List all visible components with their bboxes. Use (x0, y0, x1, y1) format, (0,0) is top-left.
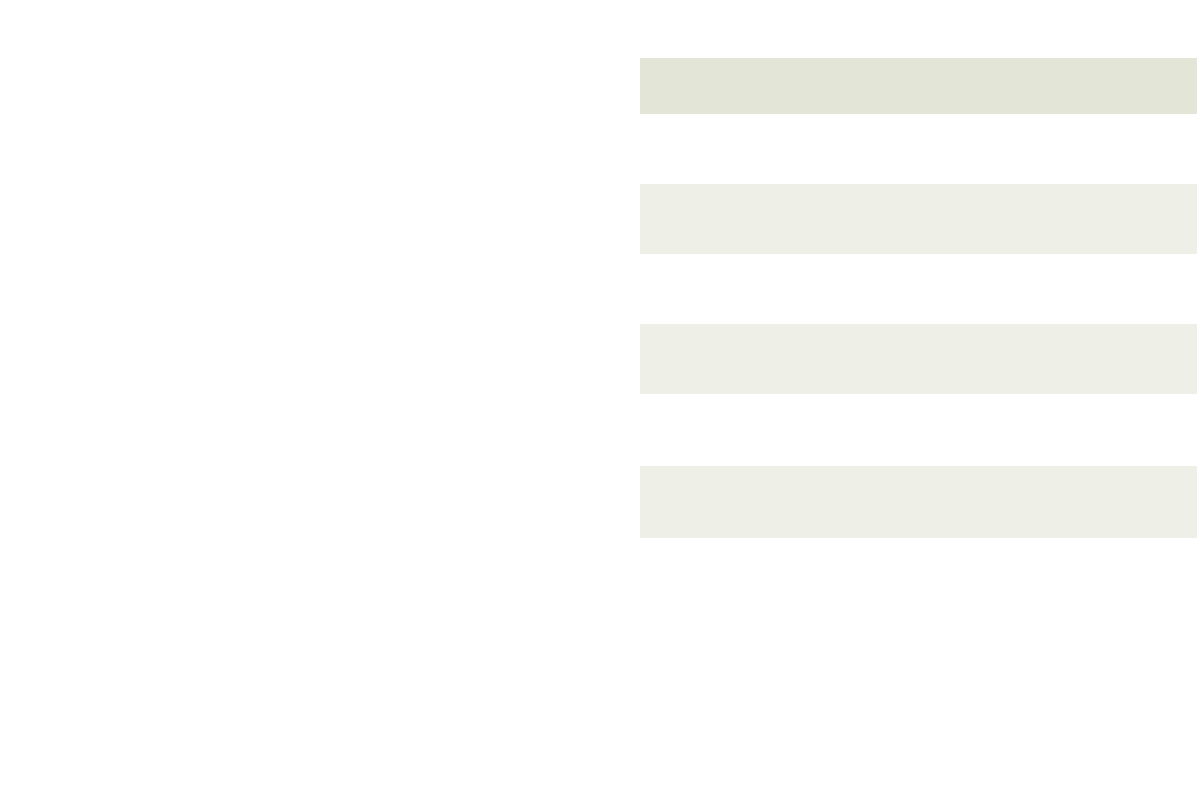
table-row-ctse (640, 394, 1197, 466)
table-row-abcg5-abcg8 (640, 254, 1197, 324)
table-row-mefv (640, 324, 1197, 394)
table-header (640, 58, 1197, 114)
table-row-tymp (640, 114, 1197, 184)
table-row-tbx22 (640, 184, 1197, 254)
table-row-pcsk9 (640, 466, 1197, 538)
table-row-cetp (640, 538, 1197, 610)
gene-function-table (640, 58, 1197, 610)
